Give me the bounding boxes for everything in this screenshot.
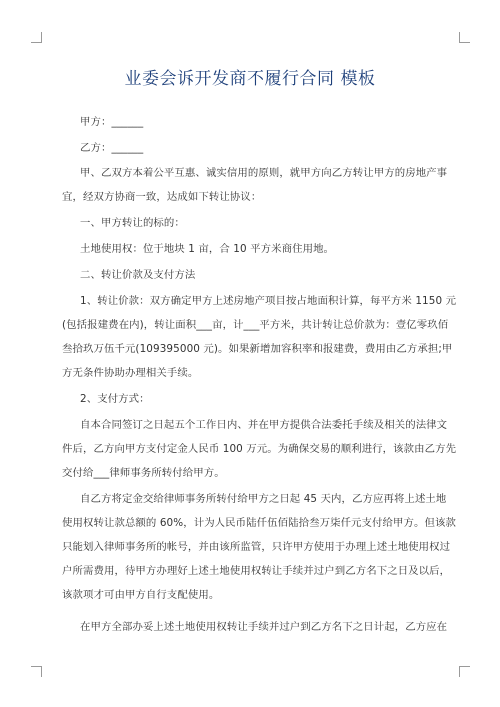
paragraph-line: 该款项才可由甲方自行支配使用。 <box>62 589 220 601</box>
party-b-line: 乙方：______ <box>80 142 144 154</box>
paragraph-line: 自本合同签订之日起五个工作日内、并在甲方提供合法委托手续及相关的法律文 <box>80 419 448 431</box>
document-title: 业委会诉开发商不履行合同 模板 <box>124 69 376 89</box>
paragraph-line: 交付给___律师事务所转付给甲方。 <box>62 467 225 479</box>
paragraph-line: 在甲方全部办妥上述土地使用权转让手续并过户到乙方名下之日计起，乙方应在 <box>80 621 448 633</box>
paragraph-line: 使用权转让款总额的 60%，计为人民币陆仟伍佰陆拾叁万柒仟元支付给甲方。但该款 <box>62 517 456 529</box>
paragraph-line: 只能划入律师事务所的帐号，并由该所监管，只许甲方使用于办理上述土地使用权过 <box>62 541 451 553</box>
paragraph-line: 叁拾玖万伍千元(109395000 元)。如果新增加容积率和报建费，费用由乙方承担;甲 <box>62 343 453 355</box>
paragraph-line: 方无条件协助办理相关手续。 <box>62 367 199 379</box>
paragraph-line: 1、转让价款：双方确定甲方上述房地产项目按占地面积计算，每平方米 1150 元 <box>80 295 457 307</box>
paragraph-line: 宜，经双方协商一致，达成如下转让协议： <box>62 191 262 203</box>
paragraph-line: 土地使用权：位于地块 1 亩，合 10 平方米商住用地。 <box>80 243 335 255</box>
party-a-line: 甲方：______ <box>80 116 144 128</box>
paragraph-line: 户所需费用，待甲方办理好上述土地使用权转让手续并过户到乙方名下之日及以后， <box>62 565 451 577</box>
paragraph-line: 件后，乙方向甲方支付定金人民币 100 万元。为确保交易的顺利进行，该款由乙方先 <box>62 443 457 455</box>
crop-mark-top-right <box>459 32 470 43</box>
crop-mark-bottom-left <box>31 666 42 677</box>
paragraph-line: 甲、乙双方本着公平互惠、诚实信用的原则，就甲方向乙方转让甲方的房地产事 <box>80 167 448 179</box>
section-heading: 2、支付方式： <box>80 393 150 405</box>
section-heading: 一、甲方转让的标的： <box>80 217 185 229</box>
paragraph-line: 自乙方将定金交给律师事务所转付给甲方之日起 45 天内，乙方应再将上述土地 <box>80 493 447 505</box>
section-heading: 二、转让价款及支付方法 <box>80 269 196 281</box>
paragraph-line: (包括报建费在内)，转让面积___亩，计___平方米，共计转让总价款为：壹亿零玖佰 <box>62 319 449 331</box>
crop-mark-top-left <box>31 32 42 43</box>
crop-mark-bottom-right <box>459 666 470 677</box>
